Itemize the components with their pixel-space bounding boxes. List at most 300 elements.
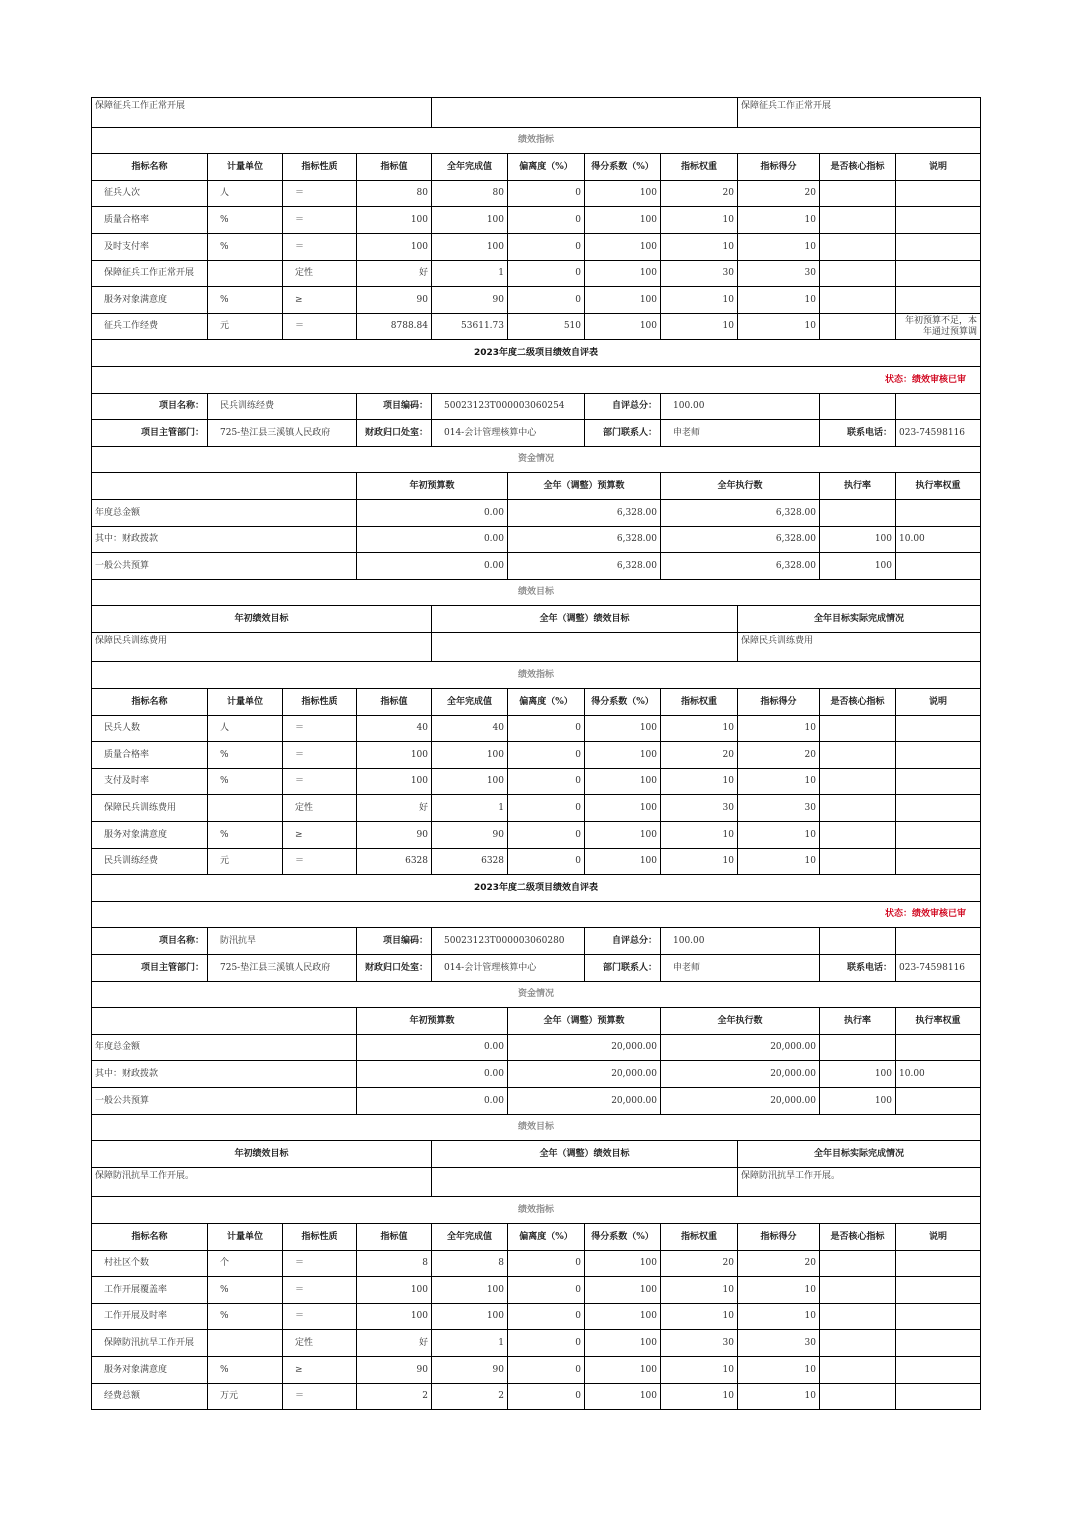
indicator-coef: 100 xyxy=(585,768,661,795)
evaluation-sheet xyxy=(91,97,980,1410)
indicator-row xyxy=(92,1356,981,1383)
indicator-core xyxy=(820,233,896,260)
indicator-name: 支付及时率 xyxy=(92,768,208,795)
indicator-deviation: 0 xyxy=(508,233,585,260)
fund-rate-weight xyxy=(896,1087,981,1114)
phone-label: 联系电话： xyxy=(820,420,896,447)
funding-section-title: 资金情况 xyxy=(92,981,981,1008)
indicator-section-title: 绩效指标 xyxy=(92,662,981,689)
indicator-score: 10 xyxy=(738,768,820,795)
indicator-core xyxy=(820,848,896,875)
indicator-col-header: 偏离度（%） xyxy=(508,154,585,181)
indicator-deviation: 0 xyxy=(508,1383,585,1410)
indicator-note xyxy=(896,233,981,260)
indicator-nature: ＝ xyxy=(283,1303,357,1330)
indicator-score: 20 xyxy=(738,1250,820,1277)
indicator-core xyxy=(820,313,896,340)
finance-label: 财政归口处室： xyxy=(357,955,432,982)
indicator-score: 10 xyxy=(738,233,820,260)
fund-executed: 20,000.00 xyxy=(661,1087,820,1114)
indicator-target: 8788.84 xyxy=(357,313,432,340)
indicator-score: 20 xyxy=(738,742,820,769)
indicator-row xyxy=(92,848,981,875)
indicator-weight: 10 xyxy=(661,287,738,314)
indicator-actual: 90 xyxy=(432,822,508,849)
project-code: 50023123T000003060280 xyxy=(432,928,585,955)
indicator-core xyxy=(820,715,896,742)
indicator-col-header: 全年完成值 xyxy=(432,1223,508,1250)
indicator-core xyxy=(820,287,896,314)
self-score-label: 自评总分： xyxy=(585,928,661,955)
indicator-col-header: 全年完成值 xyxy=(432,154,508,181)
empty-cell xyxy=(92,1008,357,1035)
indicator-note xyxy=(896,768,981,795)
indicator-score: 10 xyxy=(738,1356,820,1383)
indicator-note xyxy=(896,1277,981,1304)
fund-header-row xyxy=(92,473,981,500)
indicator-note xyxy=(896,287,981,314)
fund-col-adjusted: 全年（调整）预算数 xyxy=(508,473,661,500)
info-row xyxy=(92,955,981,982)
goal-actual: 保障民兵训练费用 xyxy=(738,632,981,662)
indicator-target: 好 xyxy=(357,260,432,287)
fund-row xyxy=(92,1087,981,1114)
indicator-core xyxy=(820,768,896,795)
fund-header-row xyxy=(92,1008,981,1035)
fund-rate-weight xyxy=(896,1034,981,1061)
goal-initial: 保障防汛抗旱工作开展。 xyxy=(92,1167,432,1197)
indicator-core xyxy=(820,260,896,287)
fund-rate xyxy=(820,1034,896,1061)
indicator-note xyxy=(896,822,981,849)
fund-rate-weight: 10.00 xyxy=(896,526,981,553)
indicator-col-header: 计量单位 xyxy=(208,154,283,181)
indicator-unit: 人 xyxy=(208,715,283,742)
indicator-col-header: 指标权重 xyxy=(661,689,738,716)
indicator-score: 10 xyxy=(738,822,820,849)
fund-executed: 6,328.00 xyxy=(661,526,820,553)
indicator-coef: 100 xyxy=(585,1330,661,1357)
indicator-row xyxy=(92,795,981,822)
indicator-note xyxy=(896,180,981,207)
fund-adjusted: 20,000.00 xyxy=(508,1061,661,1088)
goal-header-row xyxy=(92,606,981,633)
indicator-actual: 100 xyxy=(432,1303,508,1330)
indicator-nature: 定性 xyxy=(283,1330,357,1357)
project-code: 50023123T000003060254 xyxy=(432,393,585,420)
finance-label: 财政归口处室： xyxy=(357,420,432,447)
fund-row xyxy=(92,1061,981,1088)
indicator-row xyxy=(92,260,981,287)
indicator-score: 30 xyxy=(738,795,820,822)
indicator-coef: 100 xyxy=(585,1303,661,1330)
goal-text-row xyxy=(92,632,981,662)
project-name: 民兵训练经费 xyxy=(208,393,357,420)
indicator-coef: 100 xyxy=(585,287,661,314)
fund-col-rate: 执行率 xyxy=(820,473,896,500)
indicator-name: 保障民兵训练费用 xyxy=(92,795,208,822)
indicator-unit: % xyxy=(208,1303,283,1330)
indicator-col-header: 指标性质 xyxy=(283,1223,357,1250)
indicator-name: 质量合格率 xyxy=(92,742,208,769)
empty-cell xyxy=(896,393,981,420)
indicator-score: 10 xyxy=(738,207,820,234)
indicator-name: 服务对象满意度 xyxy=(92,1356,208,1383)
indicator-section-title: 绩效指标 xyxy=(92,1197,981,1224)
indicator-nature: 定性 xyxy=(283,795,357,822)
indicator-col-header: 指标得分 xyxy=(738,689,820,716)
project-name-label: 项目名称： xyxy=(92,928,208,955)
fund-row-label: 一般公共预算 xyxy=(92,553,357,580)
indicator-target: 100 xyxy=(357,233,432,260)
fund-rate-weight xyxy=(896,553,981,580)
indicator-nature: ＝ xyxy=(283,207,357,234)
fund-row xyxy=(92,526,981,553)
fund-adjusted: 20,000.00 xyxy=(508,1034,661,1061)
indicator-col-header: 指标权重 xyxy=(661,1223,738,1250)
status-row xyxy=(92,901,981,928)
indicator-note xyxy=(896,1330,981,1357)
indicator-col-header: 指标值 xyxy=(357,689,432,716)
indicator-core xyxy=(820,795,896,822)
indicator-name: 工作开展及时率 xyxy=(92,1303,208,1330)
fund-rate-weight: 10.00 xyxy=(896,1061,981,1088)
phone: 023-74598116 xyxy=(896,955,981,982)
indicator-header-row xyxy=(92,689,981,716)
indicator-note xyxy=(896,207,981,234)
indicator-name: 质量合格率 xyxy=(92,207,208,234)
indicator-header-row xyxy=(92,154,981,181)
indicator-deviation: 0 xyxy=(508,1330,585,1357)
fund-rate: 100 xyxy=(820,1061,896,1088)
indicator-row xyxy=(92,1383,981,1410)
indicator-nature: ≥ xyxy=(283,1356,357,1383)
indicator-unit: % xyxy=(208,233,283,260)
indicator-col-header: 全年完成值 xyxy=(432,689,508,716)
indicator-nature: ＝ xyxy=(283,715,357,742)
fund-row xyxy=(92,499,981,526)
fund-adjusted: 6,328.00 xyxy=(508,499,661,526)
fund-initial: 0.00 xyxy=(357,553,508,580)
title-row xyxy=(92,340,981,367)
fund-col-executed: 全年执行数 xyxy=(661,1008,820,1035)
indicator-name: 服务对象满意度 xyxy=(92,287,208,314)
indicator-unit xyxy=(208,260,283,287)
empty-cell xyxy=(820,928,896,955)
indicator-coef: 100 xyxy=(585,715,661,742)
goal-col-actual: 全年目标实际完成情况 xyxy=(738,1141,981,1168)
fund-adjusted: 20,000.00 xyxy=(508,1087,661,1114)
status-row xyxy=(92,366,981,393)
indicator-name: 及时支付率 xyxy=(92,233,208,260)
indicator-row xyxy=(92,1303,981,1330)
indicator-score: 30 xyxy=(738,260,820,287)
indicator-unit: % xyxy=(208,207,283,234)
indicator-unit: % xyxy=(208,742,283,769)
indicator-coef: 100 xyxy=(585,1383,661,1410)
indicator-score: 10 xyxy=(738,715,820,742)
indicator-score: 10 xyxy=(738,313,820,340)
indicator-row xyxy=(92,1250,981,1277)
indicator-col-header: 得分系数（%） xyxy=(585,154,661,181)
indicator-name: 保障防汛抗旱工作开展 xyxy=(92,1330,208,1357)
indicator-weight: 10 xyxy=(661,233,738,260)
indicator-core xyxy=(820,1383,896,1410)
indicator-weight: 10 xyxy=(661,1303,738,1330)
indicator-coef: 100 xyxy=(585,260,661,287)
indicator-target: 100 xyxy=(357,207,432,234)
indicator-row xyxy=(92,180,981,207)
indicator-deviation: 0 xyxy=(508,260,585,287)
fund-rate: 100 xyxy=(820,553,896,580)
project-code-label: 项目编码： xyxy=(357,393,432,420)
indicator-row xyxy=(92,742,981,769)
fund-col-rate-weight: 执行率权重 xyxy=(896,1008,981,1035)
goal-col-initial: 年初绩效目标 xyxy=(92,606,432,633)
indicator-deviation: 0 xyxy=(508,1277,585,1304)
goal-adjusted xyxy=(432,632,738,662)
empty-cell xyxy=(896,928,981,955)
indicator-target: 100 xyxy=(357,768,432,795)
fund-initial: 0.00 xyxy=(357,526,508,553)
indicator-core xyxy=(820,1250,896,1277)
indicator-deviation: 0 xyxy=(508,715,585,742)
goal-col-initial: 年初绩效目标 xyxy=(92,1141,432,1168)
indicator-actual: 6328 xyxy=(432,848,508,875)
indicator-row xyxy=(92,313,981,340)
indicator-col-header: 指标权重 xyxy=(661,154,738,181)
indicator-deviation: 0 xyxy=(508,742,585,769)
dept: 725-垫江县三溪镇人民政府 xyxy=(208,420,357,447)
goal-header-row xyxy=(92,1141,981,1168)
indicator-col-header: 指标名称 xyxy=(92,1223,208,1250)
indicator-nature: ＝ xyxy=(283,313,357,340)
indicator-target: 好 xyxy=(357,1330,432,1357)
section-row xyxy=(92,1197,981,1224)
indicator-target: 80 xyxy=(357,180,432,207)
fund-initial: 0.00 xyxy=(357,1061,508,1088)
section-row xyxy=(92,446,981,473)
indicator-coef: 100 xyxy=(585,180,661,207)
indicator-score: 10 xyxy=(738,1303,820,1330)
fund-row xyxy=(92,553,981,580)
indicator-target: 90 xyxy=(357,287,432,314)
indicator-actual: 90 xyxy=(432,287,508,314)
indicator-name: 民兵训练经费 xyxy=(92,848,208,875)
indicator-col-header: 指标得分 xyxy=(738,154,820,181)
indicator-col-header: 说明 xyxy=(896,1223,981,1250)
fund-rate: 100 xyxy=(820,1087,896,1114)
indicator-weight: 10 xyxy=(661,822,738,849)
indicator-deviation: 0 xyxy=(508,768,585,795)
indicator-col-header: 说明 xyxy=(896,689,981,716)
indicator-actual: 80 xyxy=(432,180,508,207)
indicator-unit: 人 xyxy=(208,180,283,207)
fund-executed: 6,328.00 xyxy=(661,499,820,526)
indicator-coef: 100 xyxy=(585,822,661,849)
fund-rate-weight xyxy=(896,499,981,526)
indicator-weight: 10 xyxy=(661,207,738,234)
indicator-nature: ＝ xyxy=(283,768,357,795)
phone: 023-74598116 xyxy=(896,420,981,447)
indicator-deviation: 0 xyxy=(508,1303,585,1330)
indicator-name: 民兵人数 xyxy=(92,715,208,742)
indicator-core xyxy=(820,1277,896,1304)
fund-initial: 0.00 xyxy=(357,1087,508,1114)
indicator-col-header: 指标名称 xyxy=(92,689,208,716)
indicator-target: 100 xyxy=(357,742,432,769)
indicator-score: 20 xyxy=(738,180,820,207)
indicator-name: 经费总额 xyxy=(92,1383,208,1410)
fund-row-label: 其中：财政拨款 xyxy=(92,526,357,553)
indicator-row xyxy=(92,207,981,234)
fund-rate: 100 xyxy=(820,526,896,553)
indicator-weight: 20 xyxy=(661,1250,738,1277)
dept: 725-垫江县三溪镇人民政府 xyxy=(208,955,357,982)
indicator-unit: 元 xyxy=(208,848,283,875)
indicator-unit xyxy=(208,1330,283,1357)
indicator-weight: 10 xyxy=(661,848,738,875)
indicator-score: 10 xyxy=(738,848,820,875)
status-text: 状态：绩效审核已审 xyxy=(92,366,981,393)
indicator-unit: % xyxy=(208,287,283,314)
dept-label: 项目主管部门： xyxy=(92,420,208,447)
goal-col-adjusted: 全年（调整）绩效目标 xyxy=(432,606,738,633)
indicator-target: 40 xyxy=(357,715,432,742)
project-name: 防汛抗旱 xyxy=(208,928,357,955)
goal-section-title: 绩效目标 xyxy=(92,1114,981,1141)
indicator-actual: 100 xyxy=(432,207,508,234)
indicator-col-header: 指标值 xyxy=(357,154,432,181)
indicator-actual: 1 xyxy=(432,1330,508,1357)
goal-text-row xyxy=(92,98,981,128)
indicator-nature: ≥ xyxy=(283,287,357,314)
indicator-core xyxy=(820,822,896,849)
indicator-actual: 1 xyxy=(432,260,508,287)
indicator-target: 90 xyxy=(357,822,432,849)
indicator-deviation: 0 xyxy=(508,1356,585,1383)
fund-initial: 0.00 xyxy=(357,499,508,526)
indicator-row xyxy=(92,287,981,314)
indicator-col-header: 计量单位 xyxy=(208,1223,283,1250)
indicator-actual: 100 xyxy=(432,1277,508,1304)
indicator-score: 10 xyxy=(738,1383,820,1410)
report-title: 2023年度二级项目绩效自评表 xyxy=(92,875,981,902)
indicator-name: 保障征兵工作正常开展 xyxy=(92,260,208,287)
indicator-row xyxy=(92,822,981,849)
indicator-nature: ＝ xyxy=(283,1250,357,1277)
indicator-weight: 20 xyxy=(661,742,738,769)
indicator-actual: 8 xyxy=(432,1250,508,1277)
indicator-row xyxy=(92,715,981,742)
indicator-unit: 万元 xyxy=(208,1383,283,1410)
indicator-core xyxy=(820,180,896,207)
indicator-unit xyxy=(208,795,283,822)
self-score: 100.00 xyxy=(661,393,820,420)
indicator-target: 8 xyxy=(357,1250,432,1277)
indicator-col-header: 偏离度（%） xyxy=(508,1223,585,1250)
indicator-target: 100 xyxy=(357,1303,432,1330)
fund-executed: 20,000.00 xyxy=(661,1034,820,1061)
goal-initial: 保障征兵工作正常开展 xyxy=(92,98,432,128)
indicator-nature: 定性 xyxy=(283,260,357,287)
indicator-score: 30 xyxy=(738,1330,820,1357)
indicator-actual: 2 xyxy=(432,1383,508,1410)
indicator-col-header: 指标得分 xyxy=(738,1223,820,1250)
indicator-coef: 100 xyxy=(585,795,661,822)
indicator-weight: 10 xyxy=(661,313,738,340)
section-row xyxy=(92,127,981,154)
fund-col-initial: 年初预算数 xyxy=(357,473,508,500)
indicator-col-header: 指标性质 xyxy=(283,689,357,716)
project-name-label: 项目名称： xyxy=(92,393,208,420)
indicator-col-header: 得分系数（%） xyxy=(585,689,661,716)
indicator-unit: % xyxy=(208,1277,283,1304)
indicator-score: 10 xyxy=(738,1277,820,1304)
fund-col-executed: 全年执行数 xyxy=(661,473,820,500)
indicator-target: 2 xyxy=(357,1383,432,1410)
indicator-core xyxy=(820,1303,896,1330)
fund-initial: 0.00 xyxy=(357,1034,508,1061)
indicator-core xyxy=(820,1356,896,1383)
indicator-note xyxy=(896,260,981,287)
section-row xyxy=(92,579,981,606)
indicator-weight: 10 xyxy=(661,768,738,795)
indicator-note xyxy=(896,715,981,742)
indicator-note xyxy=(896,795,981,822)
indicator-weight: 10 xyxy=(661,715,738,742)
indicator-actual: 100 xyxy=(432,742,508,769)
indicator-name: 征兵工作经费 xyxy=(92,313,208,340)
empty-cell xyxy=(92,473,357,500)
fund-row-label: 一般公共预算 xyxy=(92,1087,357,1114)
indicator-deviation: 0 xyxy=(508,207,585,234)
fund-col-adjusted: 全年（调整）预算数 xyxy=(508,1008,661,1035)
section-row xyxy=(92,1114,981,1141)
funding-section-title: 资金情况 xyxy=(92,446,981,473)
indicator-weight: 10 xyxy=(661,1383,738,1410)
info-row xyxy=(92,393,981,420)
indicator-nature: ≥ xyxy=(283,822,357,849)
indicator-target: 6328 xyxy=(357,848,432,875)
finance: 014-会计管理核算中心 xyxy=(432,955,585,982)
indicator-note xyxy=(896,742,981,769)
fund-rate xyxy=(820,499,896,526)
indicator-actual: 100 xyxy=(432,768,508,795)
indicator-note xyxy=(896,848,981,875)
indicator-deviation: 0 xyxy=(508,822,585,849)
title-row xyxy=(92,875,981,902)
indicator-unit: 个 xyxy=(208,1250,283,1277)
indicator-score: 10 xyxy=(738,287,820,314)
fund-executed: 20,000.00 xyxy=(661,1061,820,1088)
indicator-weight: 10 xyxy=(661,1356,738,1383)
goal-initial: 保障民兵训练费用 xyxy=(92,632,432,662)
indicator-name: 工作开展覆盖率 xyxy=(92,1277,208,1304)
goal-adjusted xyxy=(432,98,738,128)
goal-actual: 保障防汛抗旱工作开展。 xyxy=(738,1167,981,1197)
indicator-actual: 53611.73 xyxy=(432,313,508,340)
goal-col-actual: 全年目标实际完成情况 xyxy=(738,606,981,633)
indicator-coef: 100 xyxy=(585,1250,661,1277)
indicator-note xyxy=(896,1250,981,1277)
indicator-deviation: 0 xyxy=(508,1250,585,1277)
indicator-name: 村社区个数 xyxy=(92,1250,208,1277)
goal-section-title: 绩效目标 xyxy=(92,579,981,606)
status-text: 状态：绩效审核已审 xyxy=(92,901,981,928)
indicator-nature: ＝ xyxy=(283,233,357,260)
indicator-coef: 100 xyxy=(585,1356,661,1383)
